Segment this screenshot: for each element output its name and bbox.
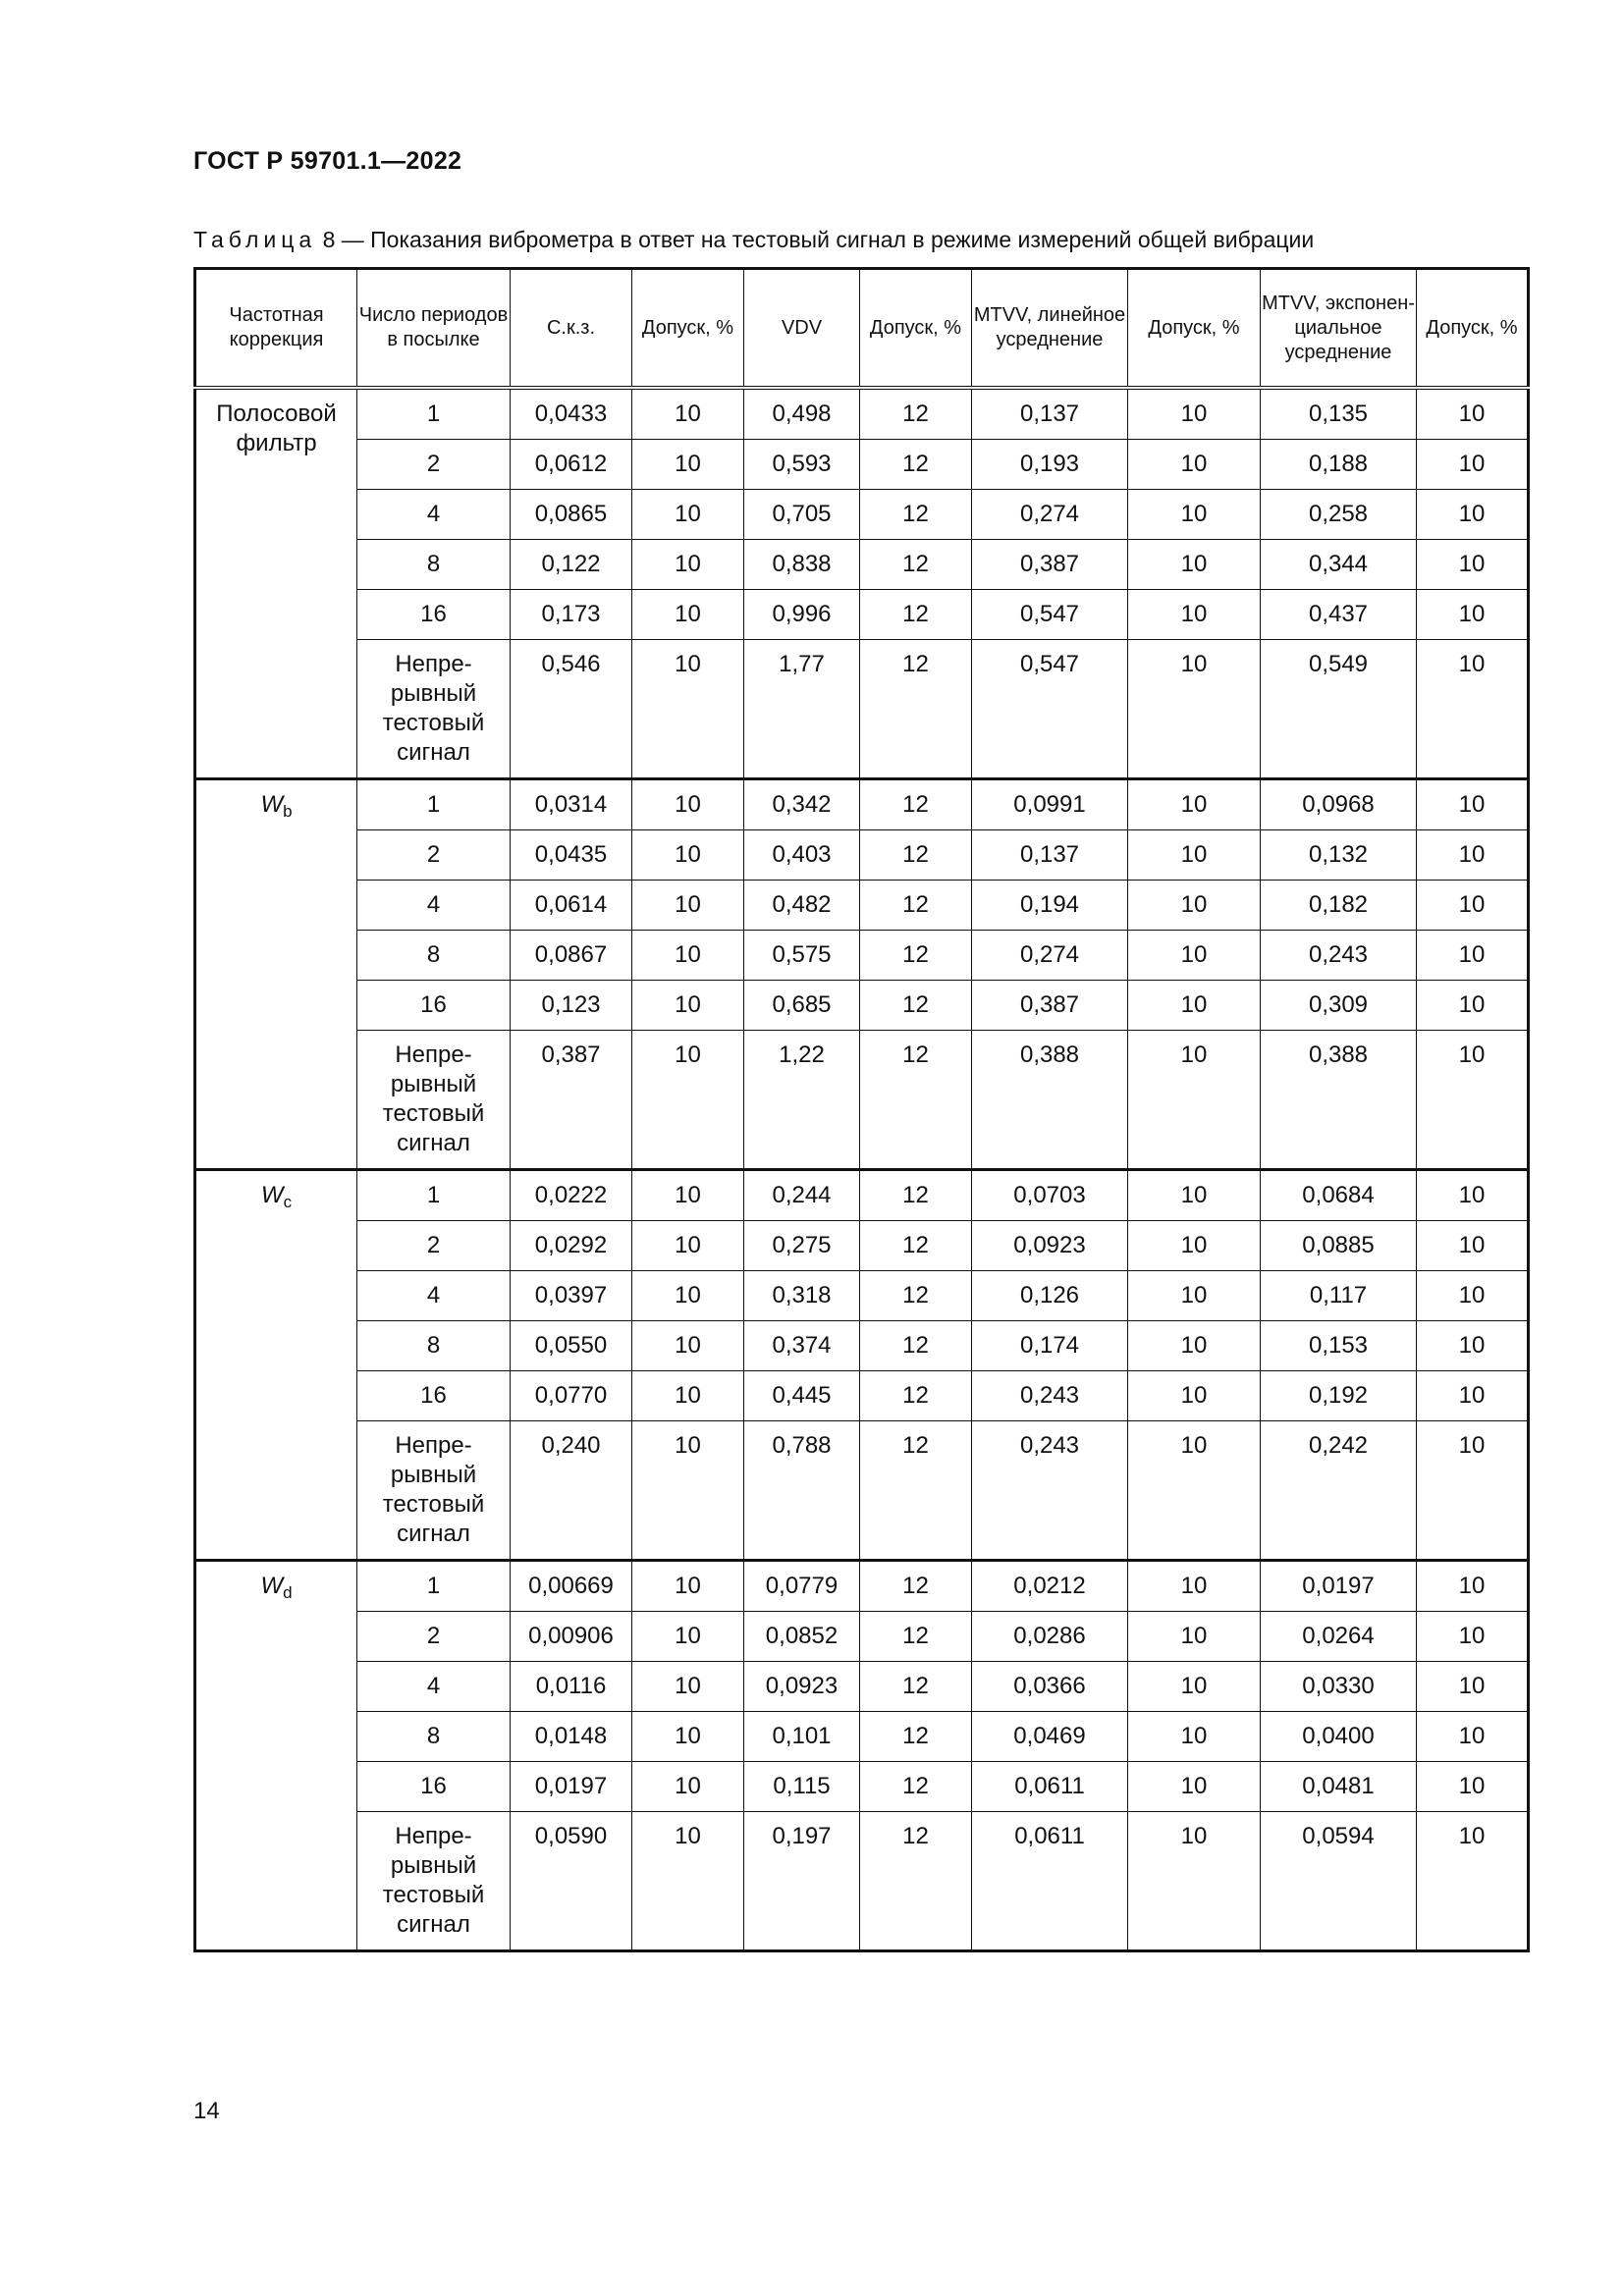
column-header: MTVV, линейное усреднение bbox=[972, 269, 1128, 389]
table-cell: 0,482 bbox=[744, 881, 860, 931]
table-cell: 10 bbox=[1417, 590, 1529, 640]
table-cell: 0,275 bbox=[744, 1221, 860, 1271]
table-cell: 12 bbox=[860, 490, 972, 540]
table-row bbox=[195, 931, 1529, 981]
table-cell: 10 bbox=[1128, 1561, 1261, 1612]
table-cell: 10 bbox=[1417, 931, 1529, 981]
table-cell: 10 bbox=[1128, 1271, 1261, 1321]
table-cell: 0,342 bbox=[744, 779, 860, 830]
table-cell: 0,996 bbox=[744, 590, 860, 640]
table-body bbox=[195, 388, 1529, 1951]
table-cell: 0,387 bbox=[511, 1031, 632, 1170]
table-cell: 10 bbox=[1128, 590, 1261, 640]
table-row bbox=[195, 1271, 1529, 1321]
table-row bbox=[195, 1712, 1529, 1762]
table-cell: 10 bbox=[632, 1812, 744, 1951]
table-cell: 10 bbox=[1417, 1712, 1529, 1762]
table-cell: 10 bbox=[1417, 490, 1529, 540]
table-cell: 0,117 bbox=[1261, 1271, 1417, 1321]
table-cell: 0,0611 bbox=[972, 1762, 1128, 1812]
table-row bbox=[195, 1221, 1529, 1271]
table-row bbox=[195, 981, 1529, 1031]
table-cell: 0,122 bbox=[511, 540, 632, 590]
column-header: VDV bbox=[744, 269, 860, 389]
table-cell: 0,0594 bbox=[1261, 1812, 1417, 1951]
table-cell: 12 bbox=[860, 1221, 972, 1271]
column-header: Частотная коррекция bbox=[195, 269, 357, 389]
column-header: С.к.з. bbox=[511, 269, 632, 389]
table-cell: 0,0885 bbox=[1261, 1221, 1417, 1271]
table-cell: 0,242 bbox=[1261, 1421, 1417, 1561]
table-cell: 10 bbox=[1417, 1271, 1529, 1321]
table-cell: 0,0264 bbox=[1261, 1612, 1417, 1662]
table-cell: Непре-рывный тестовый сигнал bbox=[357, 640, 511, 779]
table-cell: 10 bbox=[1128, 1612, 1261, 1662]
table-cell: 0,0865 bbox=[511, 490, 632, 540]
table-cell: 0,547 bbox=[972, 590, 1128, 640]
table-cell: 10 bbox=[1417, 881, 1529, 931]
table-cell: 0,0481 bbox=[1261, 1762, 1417, 1812]
frequency-weighting-cell bbox=[195, 1561, 357, 1951]
table-cell: 12 bbox=[860, 388, 972, 440]
table-cell: 0,258 bbox=[1261, 490, 1417, 540]
table-cell: 0,197 bbox=[744, 1812, 860, 1951]
table-cell: 0,838 bbox=[744, 540, 860, 590]
table-cell: 0,00669 bbox=[511, 1561, 632, 1612]
table-cell: 0,437 bbox=[1261, 590, 1417, 640]
table-row bbox=[195, 1762, 1529, 1812]
frequency-weighting-cell: Полосовой фильтр bbox=[195, 388, 357, 779]
table-cell: 10 bbox=[1128, 1371, 1261, 1421]
table-cell: 12 bbox=[860, 590, 972, 640]
table-cell: 0,403 bbox=[744, 830, 860, 881]
table-cell: 10 bbox=[1417, 640, 1529, 779]
table-cell: 0,445 bbox=[744, 1371, 860, 1421]
weighting-symbol: W bbox=[260, 1573, 284, 1599]
table-cell: 12 bbox=[860, 981, 972, 1031]
table-cell: 10 bbox=[632, 1421, 744, 1561]
table-cell: 10 bbox=[1128, 830, 1261, 881]
table-cell: 0,549 bbox=[1261, 640, 1417, 779]
table-cell: 8 bbox=[357, 1712, 511, 1762]
frequency-weighting-cell bbox=[195, 1170, 357, 1561]
table-caption bbox=[193, 227, 1314, 253]
table-cell: 10 bbox=[1128, 640, 1261, 779]
table-cell: 0,0923 bbox=[744, 1662, 860, 1712]
table-cell: 10 bbox=[1128, 1170, 1261, 1221]
table-cell: 0,137 bbox=[972, 830, 1128, 881]
table-cell: 0,0852 bbox=[744, 1612, 860, 1662]
table-cell: 0,0550 bbox=[511, 1321, 632, 1371]
weighting-subscript: b bbox=[283, 802, 293, 821]
table-cell: 0,153 bbox=[1261, 1321, 1417, 1371]
table-cell: 0,0968 bbox=[1261, 779, 1417, 830]
table-row bbox=[195, 590, 1529, 640]
table-cell: 4 bbox=[357, 881, 511, 931]
table-cell: 12 bbox=[860, 540, 972, 590]
table-cell: 10 bbox=[632, 640, 744, 779]
table-cell: Непре-рывный тестовый сигнал bbox=[357, 1812, 511, 1951]
table-cell: 10 bbox=[632, 1170, 744, 1221]
table-cell: 0,788 bbox=[744, 1421, 860, 1561]
table-cell: 10 bbox=[1128, 779, 1261, 830]
table-cell: 12 bbox=[860, 1812, 972, 1951]
table-cell: 0,344 bbox=[1261, 540, 1417, 590]
table-cell: 10 bbox=[1417, 540, 1529, 590]
table-cell: 0,0923 bbox=[972, 1221, 1128, 1271]
table-cell: 0,0614 bbox=[511, 881, 632, 931]
table-cell: 2 bbox=[357, 1221, 511, 1271]
table-cell: 1,77 bbox=[744, 640, 860, 779]
table-cell: 0,0222 bbox=[511, 1170, 632, 1221]
table-cell: 0,0366 bbox=[972, 1662, 1128, 1712]
table-cell: 0,0397 bbox=[511, 1271, 632, 1321]
table-cell: 10 bbox=[1417, 1762, 1529, 1812]
table-cell: 0,0770 bbox=[511, 1371, 632, 1421]
table-row bbox=[195, 388, 1529, 440]
table-cell: 10 bbox=[1128, 388, 1261, 440]
table-cell: 12 bbox=[860, 1170, 972, 1221]
table-cell: 2 bbox=[357, 1612, 511, 1662]
table-cell: 10 bbox=[1417, 1031, 1529, 1170]
table-cell: 0,388 bbox=[1261, 1031, 1417, 1170]
table-cell: 0,388 bbox=[972, 1031, 1128, 1170]
table-row bbox=[195, 1662, 1529, 1712]
table-cell: 0,173 bbox=[511, 590, 632, 640]
table-cell: 0,243 bbox=[972, 1371, 1128, 1421]
table-cell: 2 bbox=[357, 440, 511, 490]
table-cell: 10 bbox=[1128, 490, 1261, 540]
table-cell: 0,0212 bbox=[972, 1561, 1128, 1612]
vibrometer-readings-table bbox=[193, 267, 1530, 1952]
table-cell: 0,705 bbox=[744, 490, 860, 540]
table-row bbox=[195, 1421, 1529, 1561]
table-header-row bbox=[195, 269, 1529, 389]
table-row bbox=[195, 1812, 1529, 1951]
weighting-symbol: W bbox=[260, 1182, 284, 1208]
table-cell: 12 bbox=[860, 1371, 972, 1421]
table-cell: 10 bbox=[1417, 981, 1529, 1031]
table-cell: 10 bbox=[1417, 388, 1529, 440]
table-cell: 10 bbox=[1417, 1561, 1529, 1612]
table-cell: 0,135 bbox=[1261, 388, 1417, 440]
table-row bbox=[195, 881, 1529, 931]
table-cell: 10 bbox=[1417, 1612, 1529, 1662]
table-cell: 0,193 bbox=[972, 440, 1128, 490]
table-cell: 0,101 bbox=[744, 1712, 860, 1762]
table-cell: 0,685 bbox=[744, 981, 860, 1031]
table-cell: 10 bbox=[632, 490, 744, 540]
table-cell: 10 bbox=[1417, 1170, 1529, 1221]
column-header: MTVV, экспонен-циальное усреднение bbox=[1261, 269, 1417, 389]
table-cell: 0,318 bbox=[744, 1271, 860, 1321]
table-cell: 0,0197 bbox=[1261, 1561, 1417, 1612]
table-cell: 12 bbox=[860, 1612, 972, 1662]
column-header: Число периодов в посылке bbox=[357, 269, 511, 389]
table-row bbox=[195, 1371, 1529, 1421]
table-row bbox=[195, 1612, 1529, 1662]
table-cell: 10 bbox=[632, 1662, 744, 1712]
table-cell: 0,0286 bbox=[972, 1612, 1128, 1662]
table-cell: 0,546 bbox=[511, 640, 632, 779]
table-cell: 10 bbox=[1417, 440, 1529, 490]
table-row bbox=[195, 1031, 1529, 1170]
table-cell: 0,0590 bbox=[511, 1812, 632, 1951]
table-cell: 0,188 bbox=[1261, 440, 1417, 490]
table-cell: 10 bbox=[1417, 1662, 1529, 1712]
table-cell: 10 bbox=[1128, 1762, 1261, 1812]
table-cell: 0,387 bbox=[972, 540, 1128, 590]
table-cell: 10 bbox=[1417, 1371, 1529, 1421]
table-cell: 0,126 bbox=[972, 1271, 1128, 1321]
table-cell: 10 bbox=[1128, 1812, 1261, 1951]
table-row bbox=[195, 1561, 1529, 1612]
table-cell: 0,374 bbox=[744, 1321, 860, 1371]
table-cell: 12 bbox=[860, 779, 972, 830]
table-cell: 10 bbox=[1417, 1321, 1529, 1371]
table-cell: 12 bbox=[860, 640, 972, 779]
table-cell: 0,274 bbox=[972, 490, 1128, 540]
table-row bbox=[195, 440, 1529, 490]
table-row bbox=[195, 830, 1529, 881]
table-cell: 8 bbox=[357, 931, 511, 981]
table-cell: 4 bbox=[357, 490, 511, 540]
column-header: Допуск, % bbox=[1417, 269, 1529, 389]
table-cell: 10 bbox=[632, 1612, 744, 1662]
table-cell: 0,0292 bbox=[511, 1221, 632, 1271]
table-cell: 10 bbox=[1128, 1321, 1261, 1371]
table-cell: 10 bbox=[1417, 1812, 1529, 1951]
table-cell: 4 bbox=[357, 1271, 511, 1321]
table-row bbox=[195, 540, 1529, 590]
table-cell: 0,0197 bbox=[511, 1762, 632, 1812]
table-cell: 0,0148 bbox=[511, 1712, 632, 1762]
table-cell: 0,575 bbox=[744, 931, 860, 981]
table-cell: 10 bbox=[632, 779, 744, 830]
table-cell: 16 bbox=[357, 590, 511, 640]
table-cell: 2 bbox=[357, 830, 511, 881]
weighting-subscript: c bbox=[283, 1193, 293, 1211]
table-cell: 16 bbox=[357, 1762, 511, 1812]
table-cell: 10 bbox=[1128, 1221, 1261, 1271]
table-cell: 10 bbox=[1128, 981, 1261, 1031]
table-cell: 0,243 bbox=[1261, 931, 1417, 981]
table-cell: 0,0684 bbox=[1261, 1170, 1417, 1221]
column-header: Допуск, % bbox=[1128, 269, 1261, 389]
table-cell: 0,274 bbox=[972, 931, 1128, 981]
table-cell: 0,309 bbox=[1261, 981, 1417, 1031]
table-cell: 12 bbox=[860, 1762, 972, 1812]
page-number: 14 bbox=[193, 2098, 220, 2124]
frequency-weighting-cell bbox=[195, 779, 357, 1170]
table-cell: 0,0116 bbox=[511, 1662, 632, 1712]
table-cell: 0,194 bbox=[972, 881, 1128, 931]
table-cell: 10 bbox=[1128, 881, 1261, 931]
table-cell: 0,182 bbox=[1261, 881, 1417, 931]
column-header: Допуск, % bbox=[632, 269, 744, 389]
table-cell: 0,0779 bbox=[744, 1561, 860, 1612]
table-row bbox=[195, 640, 1529, 779]
table-cell: 0,387 bbox=[972, 981, 1128, 1031]
table-cell: Непре-рывный тестовый сигнал bbox=[357, 1031, 511, 1170]
table-cell: 0,547 bbox=[972, 640, 1128, 779]
table-cell: Непре-рывный тестовый сигнал bbox=[357, 1421, 511, 1561]
table-cell: 0,0611 bbox=[972, 1812, 1128, 1951]
table-cell: 12 bbox=[860, 830, 972, 881]
table-cell: 10 bbox=[632, 1712, 744, 1762]
table-cell: 0,132 bbox=[1261, 830, 1417, 881]
table-cell: 10 bbox=[1417, 1221, 1529, 1271]
table-cell: 10 bbox=[1128, 1662, 1261, 1712]
table-cell: 0,593 bbox=[744, 440, 860, 490]
table-cell: 10 bbox=[632, 830, 744, 881]
table-cell: 10 bbox=[1128, 540, 1261, 590]
table-cell: 0,243 bbox=[972, 1421, 1128, 1561]
table-cell: 12 bbox=[860, 440, 972, 490]
table-cell: 12 bbox=[860, 1561, 972, 1612]
table-row bbox=[195, 779, 1529, 830]
table-cell: 0,174 bbox=[972, 1321, 1128, 1371]
table-cell: 12 bbox=[860, 1712, 972, 1762]
table-row bbox=[195, 490, 1529, 540]
table-cell: 12 bbox=[860, 931, 972, 981]
table-cell: 0,240 bbox=[511, 1421, 632, 1561]
table-cell: 1 bbox=[357, 388, 511, 440]
document-header: ГОСТ Р 59701.1—2022 bbox=[193, 147, 462, 175]
table-cell: 10 bbox=[1417, 779, 1529, 830]
table-row bbox=[195, 1170, 1529, 1221]
weighting-symbol: W bbox=[260, 791, 284, 818]
table-cell: 0,0867 bbox=[511, 931, 632, 981]
table-cell: 1 bbox=[357, 1561, 511, 1612]
table-cell: 10 bbox=[632, 540, 744, 590]
table-cell: 0,0314 bbox=[511, 779, 632, 830]
table-cell: 12 bbox=[860, 1321, 972, 1371]
table-cell: 8 bbox=[357, 540, 511, 590]
table-cell: 10 bbox=[632, 590, 744, 640]
table-cell: 0,244 bbox=[744, 1170, 860, 1221]
table-cell: 10 bbox=[632, 1321, 744, 1371]
table-cell: 10 bbox=[632, 1221, 744, 1271]
table-cell: 0,137 bbox=[972, 388, 1128, 440]
table-cell: 0,115 bbox=[744, 1762, 860, 1812]
table-cell: 0,0991 bbox=[972, 779, 1128, 830]
table-row bbox=[195, 1321, 1529, 1371]
table-cell: 0,192 bbox=[1261, 1371, 1417, 1421]
table-cell: 10 bbox=[1417, 1421, 1529, 1561]
table-cell: 10 bbox=[632, 388, 744, 440]
table-cell: 0,0612 bbox=[511, 440, 632, 490]
table-cell: 10 bbox=[632, 931, 744, 981]
table-cell: 12 bbox=[860, 881, 972, 931]
table-cell: 1,22 bbox=[744, 1031, 860, 1170]
table-cell: 10 bbox=[632, 440, 744, 490]
table-cell: 10 bbox=[632, 881, 744, 931]
column-header: Допуск, % bbox=[860, 269, 972, 389]
table-cell: 16 bbox=[357, 1371, 511, 1421]
table-cell: 10 bbox=[632, 1271, 744, 1321]
table-caption-prefix: Таблица bbox=[193, 227, 317, 252]
table-cell: 0,0469 bbox=[972, 1712, 1128, 1762]
table-cell: 8 bbox=[357, 1321, 511, 1371]
table-cell: 12 bbox=[860, 1421, 972, 1561]
table-cell: 10 bbox=[632, 1561, 744, 1612]
table-cell: 10 bbox=[632, 981, 744, 1031]
table-cell: 0,498 bbox=[744, 388, 860, 440]
weighting-subscript: d bbox=[283, 1583, 293, 1602]
table-caption-text: 8 — Показания виброметра в ответ на тестовый сигнал в режиме измерений общей вибрации bbox=[316, 227, 1315, 252]
table-cell: 10 bbox=[1128, 1712, 1261, 1762]
table-cell: 10 bbox=[1128, 931, 1261, 981]
table-cell: 1 bbox=[357, 779, 511, 830]
table-cell: 0,0435 bbox=[511, 830, 632, 881]
table-cell: 10 bbox=[1128, 1421, 1261, 1561]
table-cell: 1 bbox=[357, 1170, 511, 1221]
table-cell: 10 bbox=[632, 1031, 744, 1170]
table-cell: 0,123 bbox=[511, 981, 632, 1031]
table-cell: 0,0330 bbox=[1261, 1662, 1417, 1712]
table-cell: 4 bbox=[357, 1662, 511, 1712]
table-cell: 0,00906 bbox=[511, 1612, 632, 1662]
table-cell: 0,0433 bbox=[511, 388, 632, 440]
table-cell: 10 bbox=[632, 1371, 744, 1421]
table-cell: 10 bbox=[632, 1762, 744, 1812]
table-cell: 12 bbox=[860, 1271, 972, 1321]
table-cell: 0,0703 bbox=[972, 1170, 1128, 1221]
table-cell: 12 bbox=[860, 1662, 972, 1712]
table-cell: 0,0400 bbox=[1261, 1712, 1417, 1762]
table-cell: 12 bbox=[860, 1031, 972, 1170]
table-cell: 16 bbox=[357, 981, 511, 1031]
table-cell: 10 bbox=[1417, 830, 1529, 881]
table-cell: 10 bbox=[1128, 440, 1261, 490]
table-cell: 10 bbox=[1128, 1031, 1261, 1170]
